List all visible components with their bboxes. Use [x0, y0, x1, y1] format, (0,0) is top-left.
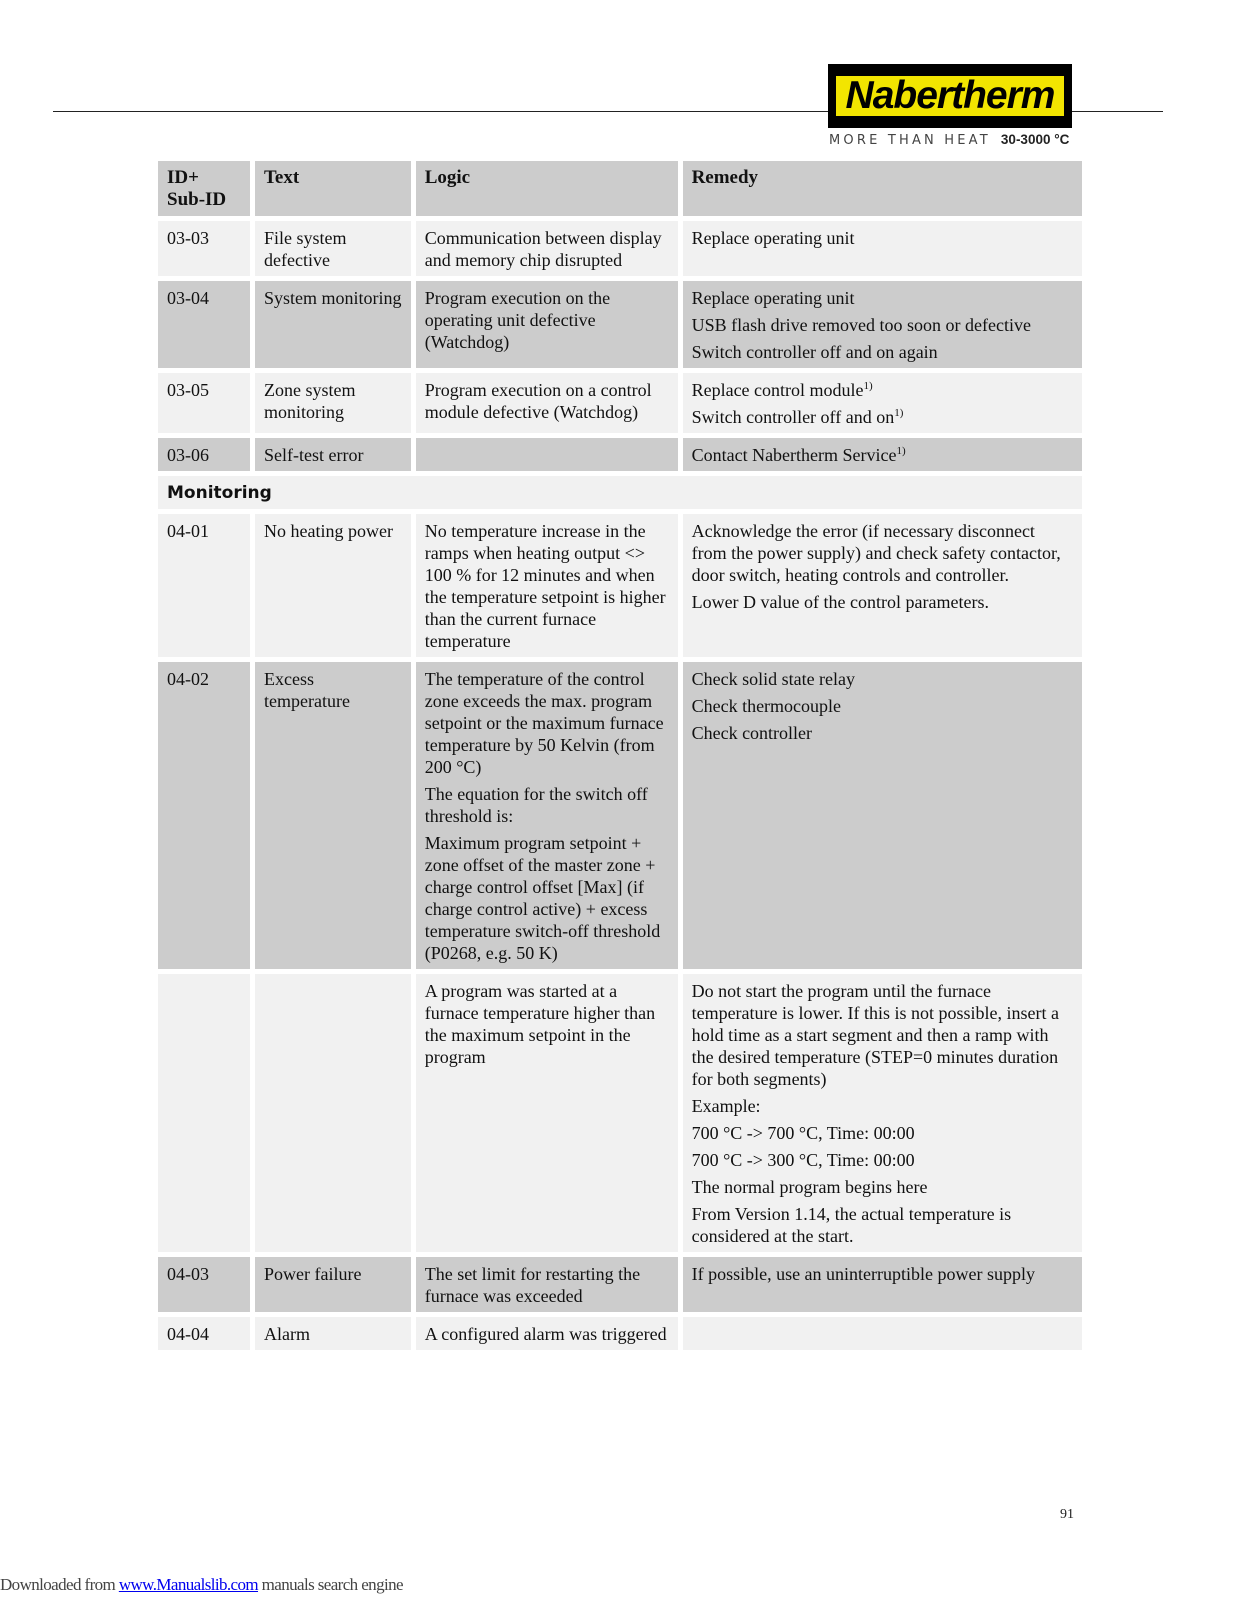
remedy-paragraph [692, 1095, 1073, 1117]
remedy-paragraph [692, 227, 1073, 249]
table-body [158, 221, 1082, 1350]
remedy-text: If possible, use an uninterruptible power supply [691, 1264, 1036, 1284]
cell-id [158, 974, 250, 1252]
cell-logic [416, 438, 678, 471]
remedy-paragraph [692, 1149, 1073, 1171]
remedy-paragraph [692, 287, 1073, 309]
logic-paragraph [425, 1323, 669, 1345]
cell-text: Self-test error [255, 438, 411, 471]
cell-logic [416, 281, 678, 368]
download-footer [0, 1575, 403, 1595]
remedy-text: Replace control module [691, 380, 864, 400]
logic-text: A program was started at a furnace temperature higher than the maximum setpoint in the program [424, 981, 656, 1067]
remedy-text: Switch controller off and on [691, 407, 895, 427]
table-row [158, 221, 1082, 276]
cell-id: 04-02 [158, 662, 250, 969]
footnote-marker: 1) [894, 407, 904, 419]
header-remedy [683, 161, 1082, 216]
remedy-paragraph [692, 314, 1073, 336]
tagline-text: MORE THAN HEAT [829, 133, 991, 148]
remedy-paragraph [692, 1263, 1073, 1285]
table-row [158, 281, 1082, 368]
logic-paragraph [425, 668, 669, 778]
header-id-label: ID+ Sub-ID [167, 167, 227, 210]
section-heading: Monitoring [158, 476, 1082, 509]
cell-logic [416, 514, 678, 657]
cell-logic [416, 974, 678, 1252]
header-text [255, 161, 411, 216]
logic-text: The equation for the switch off threshold is: [424, 784, 648, 826]
footnote-marker: 1) [896, 445, 906, 457]
logic-paragraph [425, 832, 669, 964]
remedy-text: Contact Nabertherm Service [691, 445, 897, 465]
remedy-text: Do not start the program until the furnace temperature is lower. If this is not possible, insert a hold time as a start segment and then a ramp with the desired temperature (STEP=0 minutes duration for both segments) [691, 981, 1060, 1089]
remedy-text: From Version 1.14, the actual temperature is considered at the start. [691, 1204, 1012, 1246]
remedy-paragraph [692, 406, 1073, 428]
remedy-paragraph [692, 695, 1073, 717]
logic-text: Communication between display and memory chip disrupted [424, 228, 662, 270]
cell-id: 03-04 [158, 281, 250, 368]
page-number: 91 [1060, 1507, 1074, 1522]
header-logic-label: Logic [424, 167, 471, 188]
cell-text: No heating power [255, 514, 411, 657]
logic-paragraph [425, 520, 669, 652]
remedy-text: Replace operating unit [691, 288, 855, 308]
cell-text [255, 974, 411, 1252]
cell-text: File system defective [255, 221, 411, 276]
table-row [158, 514, 1082, 657]
logo-tagline [829, 132, 1069, 148]
remedy-text: Check controller [691, 723, 813, 743]
logic-paragraph [425, 783, 669, 827]
cell-remedy [683, 373, 1082, 433]
remedy-paragraph [692, 591, 1073, 613]
remedy-paragraph [692, 520, 1073, 586]
footer-suffix: manuals search engine [258, 1575, 403, 1594]
logic-text: Program execution on the operating unit defective (Watchdog) [424, 288, 611, 352]
cell-remedy [683, 281, 1082, 368]
cell-logic [416, 662, 678, 969]
footnote-marker: 1) [863, 380, 873, 392]
remedy-text: 700 °C -> 700 °C, Time: 00:00 [691, 1123, 915, 1143]
remedy-text: The normal program begins here [691, 1177, 928, 1197]
remedy-text: Lower D value of the control parameters. [691, 592, 989, 612]
cell-remedy [683, 974, 1082, 1252]
header-text-label: Text [264, 167, 300, 188]
logic-paragraph [425, 227, 669, 271]
logic-paragraph [425, 1263, 669, 1307]
remedy-paragraph [692, 379, 1073, 401]
cell-id: 03-05 [158, 373, 250, 433]
header-remedy-label: Remedy [691, 167, 759, 188]
section-row [158, 476, 1082, 509]
logic-text: Maximum program setpoint + zone offset of the master zone + charge control offset [Max] (if charge control active) + excess temperature switch-off threshold (P0268, e.g. 50 K) [424, 833, 661, 963]
remedy-paragraph [692, 1203, 1073, 1247]
table-row [158, 373, 1082, 433]
logic-text: Program execution on a control module defective (Watchdog) [424, 380, 652, 422]
cell-id: 03-06 [158, 438, 250, 471]
table-row [158, 1257, 1082, 1312]
remedy-text: Check thermocouple [691, 696, 842, 716]
remedy-text: Example: [691, 1096, 761, 1116]
logic-paragraph [425, 379, 669, 423]
header-logic [416, 161, 678, 216]
remedy-paragraph [692, 980, 1073, 1090]
header-id [158, 161, 250, 216]
logo-text: Nabertherm [845, 74, 1055, 117]
remedy-paragraph [692, 1122, 1073, 1144]
remedy-text: Replace operating unit [691, 228, 855, 248]
remedy-paragraph [692, 341, 1073, 363]
remedy-text: Check solid state relay [691, 669, 856, 689]
logic-text: The temperature of the control zone exceeds the max. program setpoint or the maximum furnace temperature by 50 Kelvin (from 200 °C) [424, 669, 664, 777]
cell-text: Power failure [255, 1257, 411, 1312]
table-row [158, 662, 1082, 969]
cell-text: Excess temperature [255, 662, 411, 969]
cell-id: 03-03 [158, 221, 250, 276]
remedy-paragraph [692, 668, 1073, 690]
logic-text: A configured alarm was triggered [424, 1324, 667, 1344]
cell-logic [416, 373, 678, 433]
table-row [158, 1317, 1082, 1350]
cell-logic [416, 1257, 678, 1312]
cell-remedy [683, 662, 1082, 969]
manualslib-link[interactable]: www.Manualslib.com [118, 1575, 259, 1594]
remedy-paragraph [692, 444, 1073, 466]
cell-logic [416, 221, 678, 276]
remedy-text: Acknowledge the error (if necessary disconnect from the power supply) and check safety contactor, door switch, heating controls and controller. [691, 521, 1061, 585]
table-header-row [158, 161, 1082, 216]
cell-remedy [683, 514, 1082, 657]
table-row [158, 974, 1082, 1252]
tagline-range: 30-3000 °C [1000, 132, 1070, 147]
logic-paragraph [425, 980, 669, 1068]
remedy-text: Switch controller off and on again [691, 342, 938, 362]
logic-paragraph [425, 287, 669, 353]
cell-remedy [683, 438, 1082, 471]
cell-text: Alarm [255, 1317, 411, 1350]
remedy-paragraph [692, 1176, 1073, 1198]
footer-prefix: Downloaded from [0, 1575, 119, 1594]
cell-remedy [683, 1257, 1082, 1312]
logic-text: No temperature increase in the ramps when heating output <> 100 % for 12 minutes and when the temperature setpoint is higher than the current furnace temperature [424, 521, 666, 651]
cell-text: System monitoring [255, 281, 411, 368]
error-code-table [153, 156, 1087, 1355]
remedy-text: 700 °C -> 300 °C, Time: 00:00 [691, 1150, 915, 1170]
cell-logic [416, 1317, 678, 1350]
remedy-text: USB flash drive removed too soon or defective [691, 315, 1031, 335]
table-row [158, 438, 1082, 471]
cell-id: 04-04 [158, 1317, 250, 1350]
cell-remedy [683, 1317, 1082, 1350]
cell-text: Zone system monitoring [255, 373, 411, 433]
cell-id: 04-03 [158, 1257, 250, 1312]
remedy-paragraph [692, 722, 1073, 744]
cell-id: 04-01 [158, 514, 250, 657]
logic-text: The set limit for restarting the furnace was exceeded [424, 1264, 641, 1306]
cell-remedy [683, 221, 1082, 276]
